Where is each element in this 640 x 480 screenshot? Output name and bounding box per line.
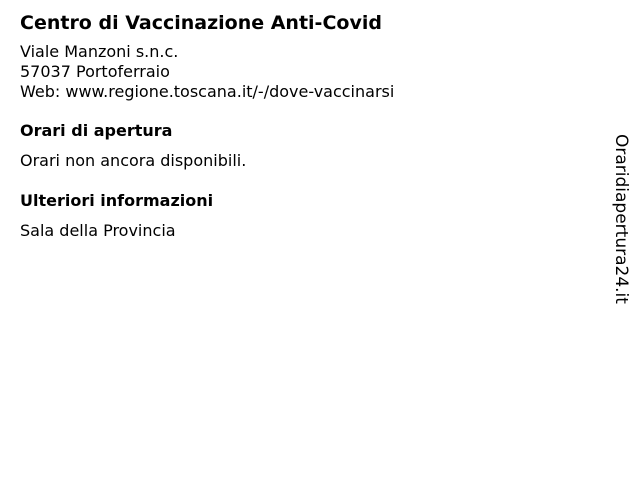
additional-info-heading: Ulteriori informazioni [20, 191, 214, 210]
opening-hours-heading: Orari di apertura [20, 121, 173, 140]
additional-info-section [20, 189, 580, 243]
additional-info-text: Sala della Provincia [20, 221, 176, 240]
address-block [20, 42, 580, 102]
web-line [20, 82, 580, 102]
brand-part-3: apertura24.it [611, 192, 631, 304]
brand-part-1: Orari [611, 134, 631, 177]
opening-hours-text: Orari non ancora disponibili. [20, 151, 247, 170]
address-city: 57037 Portoferraio [20, 62, 170, 81]
brand-part-2: di [611, 176, 631, 193]
listing-content [20, 9, 580, 243]
web-label: Web: [20, 82, 61, 101]
web-link[interactable]: www.regione.toscana.it/-/dove-vaccinarsi [65, 82, 395, 101]
address-street: Viale Manzoni s.n.c. [20, 42, 179, 61]
opening-hours-section [20, 119, 580, 173]
page-title: Centro di Vaccinazione Anti-Covid [20, 12, 382, 34]
site-brand-vertical [610, 134, 632, 304]
